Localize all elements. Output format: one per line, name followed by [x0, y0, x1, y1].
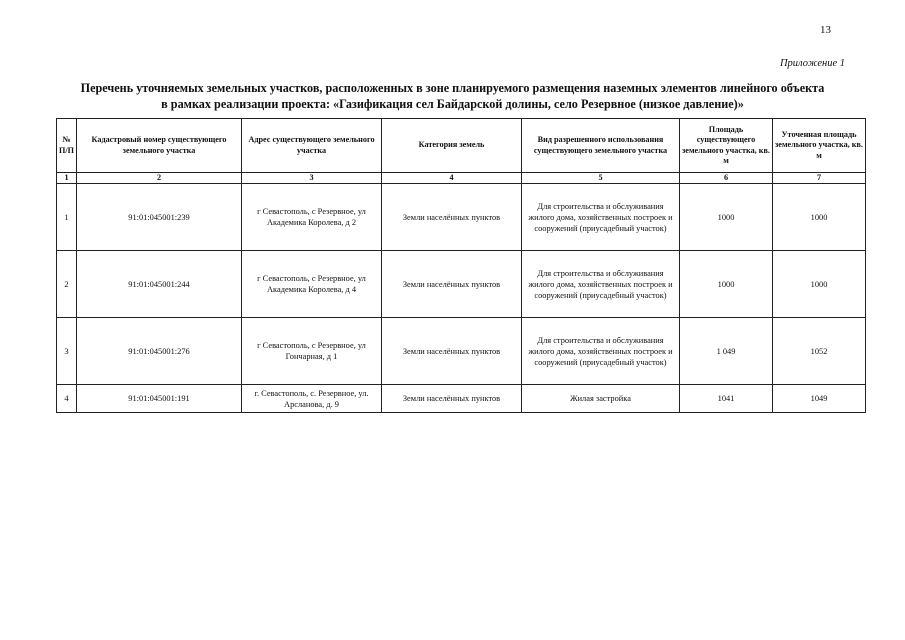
header-area-existing: Площадь существующего земельного участка, кв. м [680, 119, 773, 173]
row-number: 1 [57, 184, 77, 251]
column-number: 5 [522, 173, 680, 184]
table-row [57, 385, 866, 413]
address: г Севастополь, с Резервное, ул Академика Королева, д 4 [242, 251, 382, 318]
land-plots-table [56, 118, 866, 413]
area-refined: 1000 [773, 184, 866, 251]
header-cadastral: Кадастровый номер существующего земельного участка [77, 119, 242, 173]
document-title [40, 80, 865, 112]
address: г Севастополь, с Резервное, ул Гончарная, д 1 [242, 318, 382, 385]
header-address: Адрес существующего земельного участка [242, 119, 382, 173]
column-number: 6 [680, 173, 773, 184]
column-number: 2 [77, 173, 242, 184]
row-number: 3 [57, 318, 77, 385]
area-refined: 1049 [773, 385, 866, 413]
cadastral-number: 91:01:045001:244 [77, 251, 242, 318]
permitted-use: Жилая застройка [522, 385, 680, 413]
area-existing: 1 049 [680, 318, 773, 385]
area-existing: 1000 [680, 184, 773, 251]
title-line-2: в рамках реализации проекта: «Газификация сел Байдарской долины, село Резервное (низкое давление)» [161, 97, 744, 111]
area-existing: 1041 [680, 385, 773, 413]
land-category: Земли населённых пунктов [382, 251, 522, 318]
row-number: 2 [57, 251, 77, 318]
header-category: Категория земель [382, 119, 522, 173]
column-number: 3 [242, 173, 382, 184]
header-number: № П/П [57, 119, 77, 173]
table-row [57, 184, 866, 251]
table-row [57, 251, 866, 318]
address: г. Севастополь, с. Резервное, ул. Арсланова, д. 9 [242, 385, 382, 413]
permitted-use: Для строительства и обслуживания жилого дома, хозяйственных построек и сооружений (приусадебный участок) [522, 184, 680, 251]
column-number: 1 [57, 173, 77, 184]
cadastral-number: 91:01:045001:191 [77, 385, 242, 413]
page-number: 13 [820, 24, 831, 36]
land-category: Земли населённых пунктов [382, 184, 522, 251]
header-use: Вид разрешенного использования существующего земельного участка [522, 119, 680, 173]
cadastral-number: 91:01:045001:239 [77, 184, 242, 251]
land-category: Земли населённых пунктов [382, 318, 522, 385]
column-number-row [57, 173, 866, 184]
area-refined: 1052 [773, 318, 866, 385]
permitted-use: Для строительства и обслуживания жилого дома, хозяйственных построек и сооружений (приусадебный участок) [522, 318, 680, 385]
table-row [57, 318, 866, 385]
address: г Севастополь, с Резервное, ул Академика Королева, д 2 [242, 184, 382, 251]
header-area-refined: Уточенная площадь земельного участка, кв. м [773, 119, 866, 173]
cadastral-number: 91:01:045001:276 [77, 318, 242, 385]
permitted-use: Для строительства и обслуживания жилого дома, хозяйственных построек и сооружений (приусадебный участок) [522, 251, 680, 318]
land-category: Земли населённых пунктов [382, 385, 522, 413]
appendix-label: Приложение 1 [779, 58, 845, 69]
title-line-1: Перечень уточняемых земельных участков, расположенных в зоне планируемого размещения наземных элементов линейного объекта [80, 81, 825, 95]
column-number: 7 [773, 173, 866, 184]
row-number: 4 [57, 385, 77, 413]
table-header-row [57, 119, 866, 173]
area-existing: 1000 [680, 251, 773, 318]
area-refined: 1000 [773, 251, 866, 318]
column-number: 4 [382, 173, 522, 184]
